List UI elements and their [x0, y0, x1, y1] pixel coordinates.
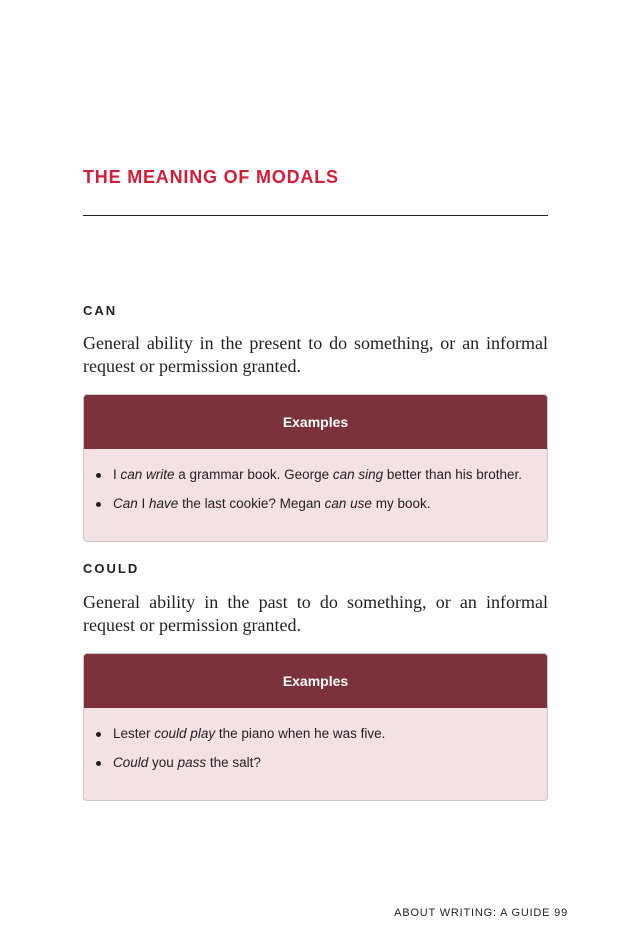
examples-header: Examples — [84, 654, 547, 708]
modal-phrase: have — [149, 496, 179, 511]
examples-list-can — [84, 449, 547, 513]
modal-phrase: can use — [324, 496, 372, 511]
page-footer: ABOUT WRITING: A GUIDE 99 — [394, 907, 568, 919]
examples-box-could — [83, 653, 548, 801]
example-text: you — [148, 755, 178, 770]
example-text: my book. — [371, 496, 431, 511]
title-divider — [83, 215, 548, 216]
example-text: Lester — [113, 726, 155, 741]
example-text: better than his brother. — [383, 467, 523, 482]
examples-list-could — [84, 708, 547, 772]
modal-phrase: can sing — [332, 467, 384, 482]
modal-phrase: can write — [120, 467, 175, 482]
section-heading-could: COULD — [83, 561, 140, 576]
example-text: a grammar book. George — [174, 467, 333, 482]
section-definition-can: General ability in the present to do something, or an informal request or permission granted. — [83, 333, 548, 376]
example-item — [96, 754, 547, 772]
examples-header: Examples — [84, 395, 547, 449]
example-text: the salt? — [206, 755, 261, 770]
example-text: the piano when he was five. — [215, 726, 386, 741]
example-item — [96, 466, 547, 484]
example-text: the last cookie? Megan — [178, 496, 325, 511]
example-item — [96, 725, 547, 743]
section-heading-can: CAN — [83, 303, 118, 318]
example-item — [96, 495, 547, 513]
section-definition-could: General ability in the past to do something, or an informal request or permission granted. — [83, 592, 548, 635]
modal-phrase: Can — [113, 496, 138, 511]
modal-phrase: Could — [113, 755, 149, 770]
modal-phrase: could play — [154, 726, 216, 741]
examples-box-can — [83, 394, 548, 542]
example-text: I — [137, 496, 150, 511]
modal-phrase: pass — [177, 755, 207, 770]
chapter-title: THE MEANING OF MODALS — [83, 167, 339, 187]
example-text: I — [113, 467, 121, 482]
